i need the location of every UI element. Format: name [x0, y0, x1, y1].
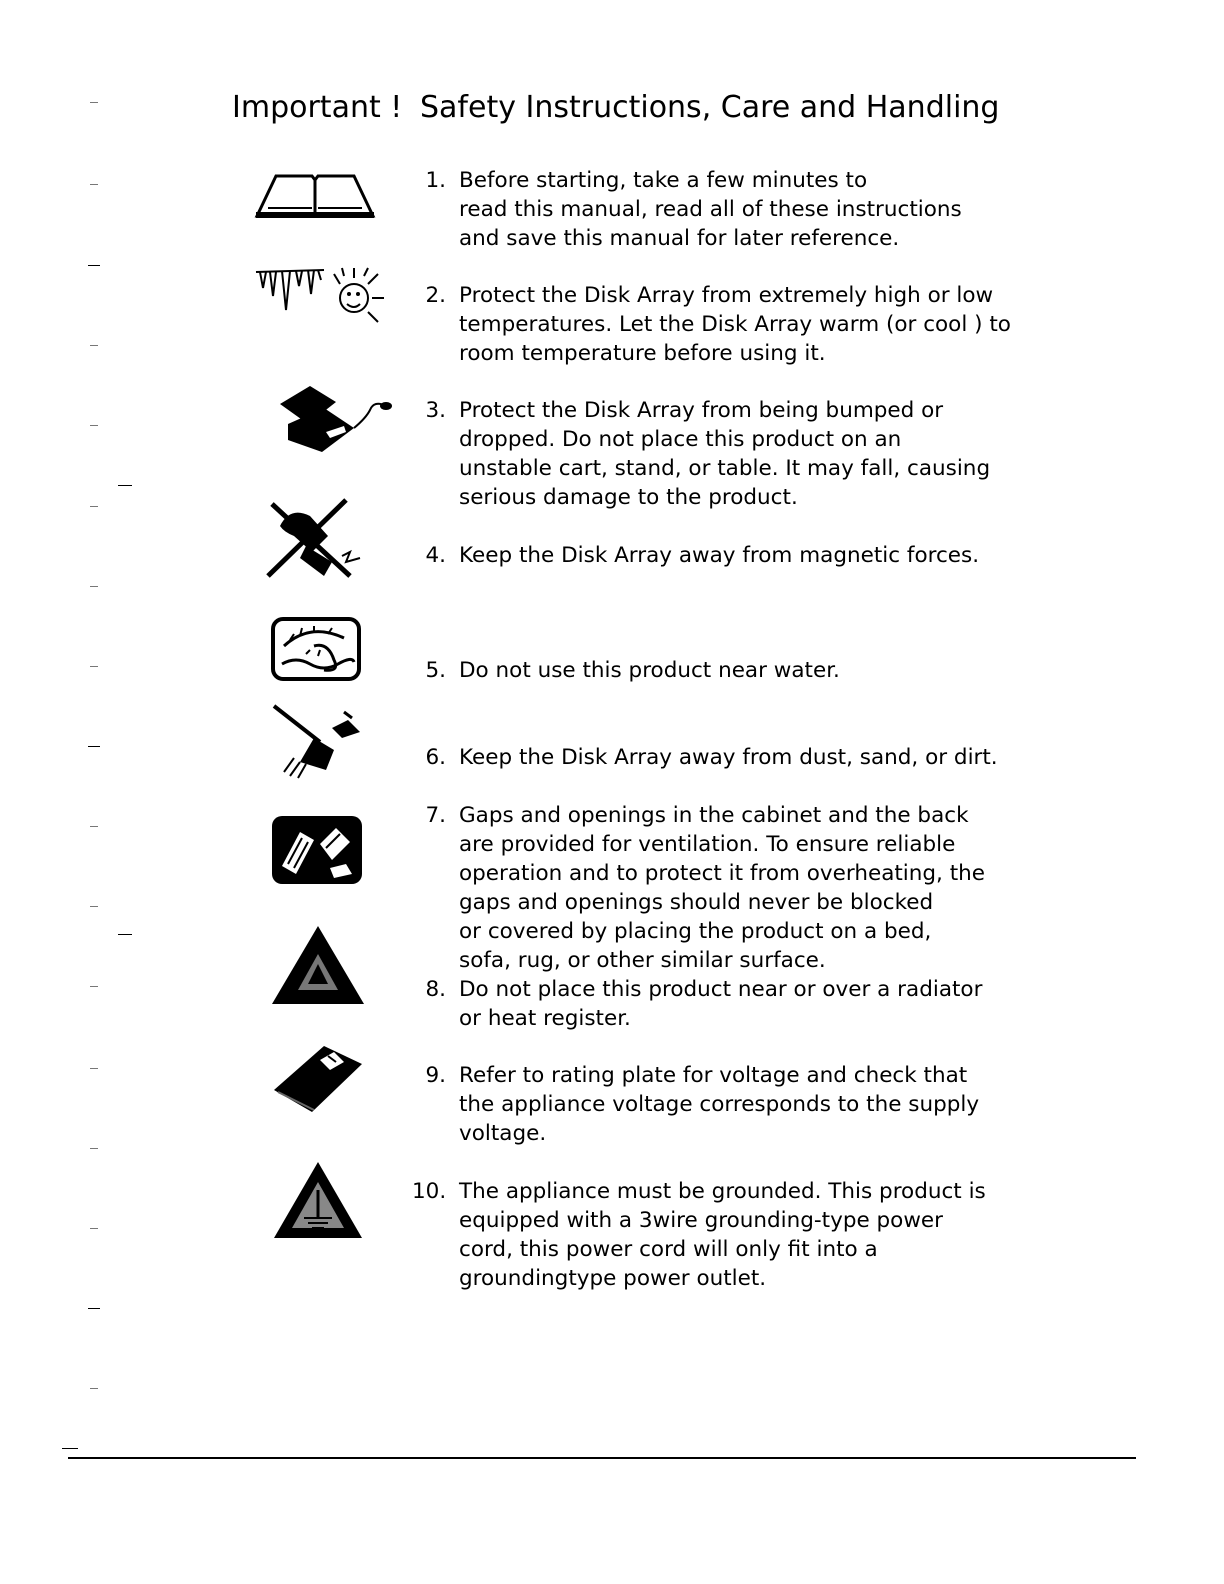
- item-number: 10.: [412, 1179, 447, 1204]
- item-line: Protect the Disk Array from extremely high or low: [459, 283, 994, 308]
- item-line: voltage.: [459, 1121, 547, 1146]
- ventilation-icon: [270, 814, 364, 886]
- instruction-item-3: [412, 396, 1012, 512]
- instruction-item-2: [412, 281, 1012, 368]
- margin-tick: [90, 506, 98, 507]
- margin-tick: [90, 1148, 98, 1149]
- margin-tick: [90, 666, 98, 667]
- margin-tick: [118, 485, 132, 486]
- item-line: dropped. Do not place this product on an: [459, 427, 902, 452]
- item-line: read this manual, read all of these instructions: [459, 197, 962, 222]
- warning-triangle-icon: [270, 924, 366, 1006]
- item-line: operation and to protect it from overheating, the: [459, 861, 986, 886]
- margin-tick: [88, 746, 100, 747]
- margin-tick: [90, 1228, 98, 1229]
- item-line: gaps and openings should never be blocked: [459, 890, 934, 915]
- item-line: Do not place this product near or over a radiator: [459, 977, 983, 1002]
- item-line: cord, this power cord will only fit into a: [459, 1237, 878, 1262]
- margin-tick: [90, 986, 98, 987]
- instruction-item-10: [412, 1177, 1012, 1293]
- no-magnet-icon: [262, 496, 372, 582]
- margin-tick: [90, 1068, 98, 1069]
- margin-tick: [90, 1388, 98, 1389]
- book-icon: [254, 170, 376, 220]
- item-line: temperatures. Let the Disk Array warm (or cool ) to: [459, 312, 1011, 337]
- instruction-item-5: [412, 656, 1012, 685]
- item-line: and save this manual for later reference.: [459, 226, 900, 251]
- margin-tick: [88, 265, 100, 266]
- instruction-item-4: [412, 541, 1012, 570]
- broom-icon: [270, 702, 370, 780]
- item-line: Do not use this product near water.: [459, 658, 840, 683]
- margin-tick: [90, 586, 98, 587]
- item-number: 3.: [425, 398, 446, 423]
- item-number: 2.: [425, 283, 446, 308]
- item-number: 4.: [425, 543, 446, 568]
- margin-tick: [90, 906, 98, 907]
- power-plate-icon: [270, 1040, 366, 1116]
- title-important: Important !: [232, 90, 403, 125]
- margin-tick: [90, 184, 98, 185]
- item-line: Keep the Disk Array away from magnetic forces.: [459, 543, 980, 568]
- footer-rule: [68, 1457, 1136, 1459]
- margin-tick: [118, 934, 132, 935]
- water-icon: [270, 616, 362, 682]
- margin-tick: [90, 102, 98, 103]
- instruction-item-6: [412, 743, 1012, 772]
- item-number: 1.: [425, 168, 446, 193]
- item-line: the appliance voltage corresponds to the supply: [459, 1092, 980, 1117]
- instruction-item-8: [412, 975, 1012, 1033]
- item-line: serious damage to the product.: [459, 485, 798, 510]
- item-number: 6.: [425, 745, 446, 770]
- instruction-item-1: [412, 166, 1012, 253]
- margin-tick: [62, 1448, 78, 1449]
- item-line: Keep the Disk Array away from dust, sand, or dirt.: [459, 745, 998, 770]
- item-number: 8.: [425, 977, 446, 1002]
- title-heading: Safety Instructions, Care and Handling: [420, 90, 1000, 125]
- margin-tick: [90, 425, 98, 426]
- falling-computer-icon: [274, 380, 394, 460]
- margin-tick: [88, 1308, 100, 1309]
- item-line: or heat register.: [459, 1006, 631, 1031]
- item-line: room temperature before using it.: [459, 341, 826, 366]
- temperature-icon: [254, 266, 388, 330]
- item-number: 9.: [425, 1063, 446, 1088]
- item-line: Refer to rating plate for voltage and check that: [459, 1063, 968, 1088]
- instruction-item-9: [412, 1061, 1012, 1148]
- instruction-item-7: [412, 801, 1012, 975]
- margin-tick: [90, 345, 98, 346]
- item-line: or covered by placing the product on a bed,: [459, 919, 932, 944]
- item-line: sofa, rug, or other similar surface.: [459, 948, 826, 973]
- item-line: The appliance must be grounded. This product is: [459, 1179, 986, 1204]
- item-line: unstable cart, stand, or table. It may fall, causing: [459, 456, 991, 481]
- item-number: 5.: [425, 658, 446, 683]
- margin-tick: [90, 826, 98, 827]
- grounding-triangle-icon: [272, 1160, 364, 1240]
- item-line: Before starting, take a few minutes to: [459, 168, 868, 193]
- item-line: groundingtype power outlet.: [459, 1266, 767, 1291]
- page-title: [232, 88, 1052, 128]
- item-line: are provided for ventilation. To ensure reliable: [459, 832, 956, 857]
- item-number: 7.: [425, 803, 446, 828]
- item-line: Gaps and openings in the cabinet and the back: [459, 803, 969, 828]
- item-line: Protect the Disk Array from being bumped or: [459, 398, 944, 423]
- item-line: equipped with a 3wire grounding-type power: [459, 1208, 943, 1233]
